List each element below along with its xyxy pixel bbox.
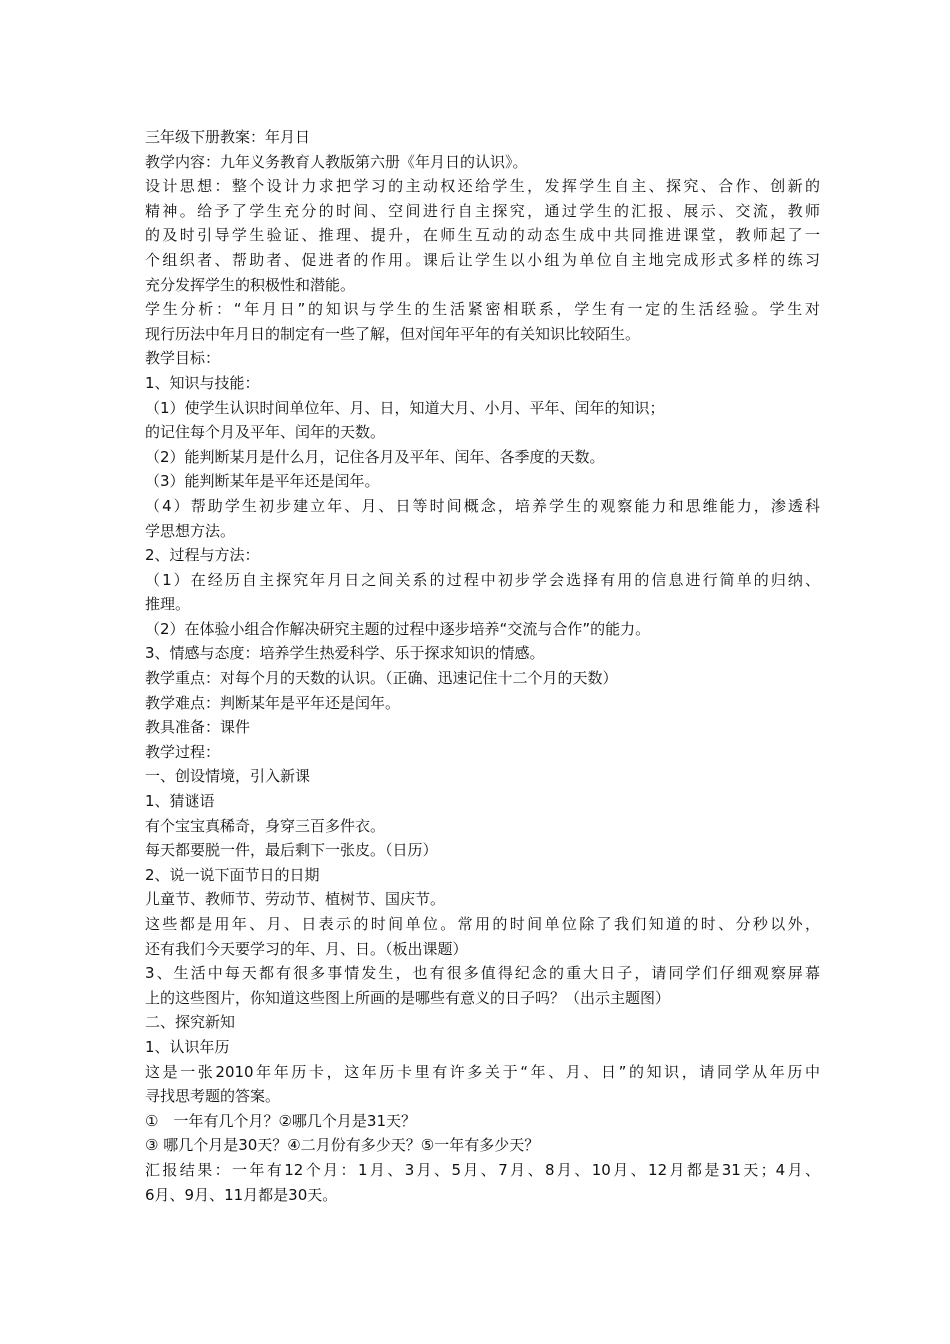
text-line: 二、探究新知 <box>145 1013 236 1032</box>
text-line: 这是一张2010年年历卡，这年历卡里有许多关于“年、月、日”的知识，请同学从年历中 <box>145 1062 820 1081</box>
text-line: 6月、9月、11月都是30天。 <box>145 1185 338 1204</box>
text-line: （3）能判断某年是平年还是闰年。 <box>145 472 380 491</box>
text-line: 的及时引导学生验证、推理、提升，在师生互动的动态生成中共同推进课堂，教师起了一 <box>145 226 820 245</box>
text-line: 这些都是用年、月、日表示的时间单位。常用的时间单位除了我们知道的时、分秒以外， <box>145 915 820 933</box>
text-line: 寻找思考题的答案。 <box>145 1087 281 1106</box>
text-line: 2、过程与方法： <box>145 546 260 565</box>
text-line: （4）帮助学生初步建立年、月、日等时间概念，培养学生的观察能力和思维能力，渗透科 <box>145 496 820 515</box>
text-line: （1）在经历自主探究年月日之间关系的过程中初步学会选择有用的信息进行简单的归纳、 <box>145 570 820 589</box>
text-line: 1、认识年历 <box>145 1037 230 1056</box>
text-line: 一、创设情境，引入新课 <box>145 767 311 786</box>
text-line: 教学难点：判断某年是平年还是闰年。 <box>145 693 401 712</box>
text-line: 学生分析：“年月日”的知识与学生的生活紧密相联系，学生有一定的生活经验。学生对 <box>145 300 820 319</box>
text-line: 精神。给予了学生充分的时间、空间进行自主探究，通过学生的汇报、展示、交流，教师 <box>145 201 820 220</box>
text-line: 3、生活中每天都有很多事情发生，也有很多值得纪念的重大日子，请同学们仔细观察屏幕 <box>145 964 820 983</box>
text-line: 汇报结果：一年有12个月：1月、3月、5月、7月、8月、10月、12月都是31天；4月、 <box>145 1160 820 1179</box>
text-line: 每天都要脱一件，最后剩下一张皮。（日历） <box>145 841 438 860</box>
text-line: 儿童节、教师节、劳动节、植树节、国庆节。 <box>145 890 446 909</box>
text-line: 个组织者、帮助者、促进者的作用。课后让学生以小组为单位自主地完成形式多样的练习 <box>145 250 820 269</box>
text-line: 三年级下册教案：年月日 <box>145 128 311 146</box>
text-line: 设计思想：整个设计力求把学习的主动权还给学生，发挥学生自主、探究、合作、创新的 <box>145 177 820 196</box>
text-line: 充分发挥学生的积极性和潜能。 <box>145 275 356 294</box>
text-line: （2）在体验小组合作解决研究主题的过程中逐步培养“交流与合作”的能力。 <box>145 619 651 638</box>
text-line: 1、猜谜语 <box>145 792 215 811</box>
text-line: 2、说一说下面节日的日期 <box>145 865 320 884</box>
text-line: 3、情感与态度：培养学生热爱科学、乐于探求知识的情感。 <box>145 644 545 663</box>
text-line: ① 一年有几个月？②哪几个月是31天？ <box>145 1111 416 1130</box>
text-line: 现行历法中年月日的制定有一些了解，但对闰年平年的有关知识比较陌生。 <box>145 324 641 343</box>
text-line: 上的这些图片，你知道这些图上所画的是哪些有意义的日子吗？（出示主题图） <box>145 988 671 1007</box>
text-line: 的记住每个月及平年、闰年的天数。 <box>145 423 386 442</box>
text-line: 学思想方法。 <box>145 521 236 540</box>
text-line: 有个宝宝真稀奇，身穿三百多件衣。 <box>145 816 386 835</box>
text-line: 教学过程： <box>145 742 221 761</box>
text-line: 教学重点：对每个月的天数的认识。（正确、迅速记住十二个月的天数） <box>145 669 618 688</box>
text-line: 教学内容：九年义务教育人教版第六册《年月日的认识》。 <box>145 152 528 171</box>
text-line: ③ 哪几个月是30天？④二月份有多少天？⑤一年有多少天？ <box>145 1136 540 1155</box>
text-line: 还有我们今天要学习的年、月、日。（板出课题） <box>145 939 468 958</box>
text-line: （2）能判断某月是什么月，记住各月及平年、闰年、各季度的天数。 <box>145 447 605 466</box>
text-line: 1、知识与技能： <box>145 373 260 392</box>
text-line: （1）使学生认识时间单位年、月、日，知道大月、小月、平年、闰年的知识； <box>145 398 665 417</box>
text-line: 推理。 <box>145 595 191 614</box>
text-line: 教具准备：课件 <box>145 718 251 737</box>
text-line: 教学目标： <box>145 349 221 368</box>
document-body <box>145 125 820 1207</box>
